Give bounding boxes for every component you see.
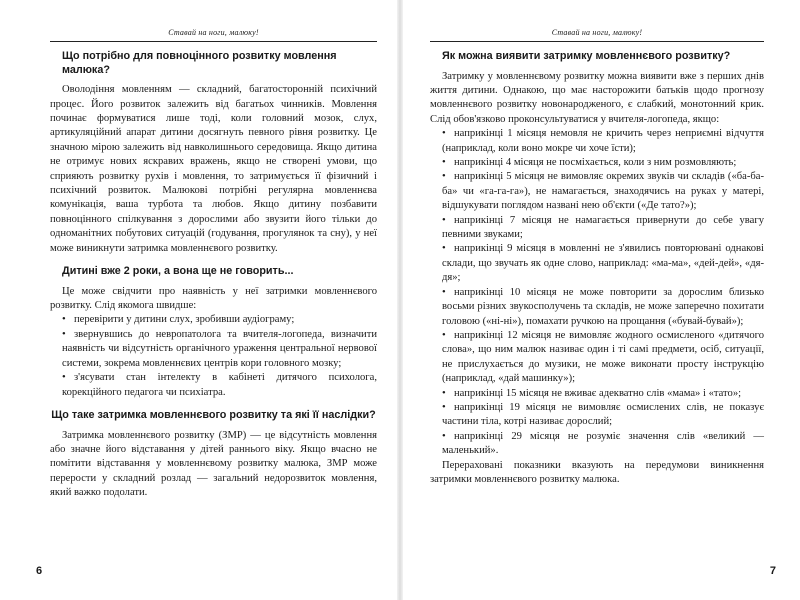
bullet-item-month-7 [430, 214, 764, 243]
left-page-body [50, 50, 377, 501]
section-heading-what-is-delay: Що таке затримка мовленнєвого розвитку та які її наслідки? [51, 408, 376, 421]
bullet-icon: • [442, 214, 446, 226]
bullet-icon: • [442, 128, 446, 140]
paragraph-may-indicate-delay: Це може свідчити про наявність у неї затримки мовленнєвого розвитку. Слід якомога швидше: [50, 285, 377, 312]
bullet-text: наприкінці 10 місяця не може повторити за дорослим близько восьми різних звукосполучень та складів, не може заперечно похитати головою («ні-ні»), помахати ручкою на прощання («бувай-бувай»); [442, 286, 764, 327]
bullet-text: наприкінці 7 місяця не намагається привернути до себе увагу певними звуками; [442, 214, 764, 241]
paragraph-delay-definition: Затримка мовленнєвого розвитку (ЗМР) — це відсутність мовлення або значне його відставання у дітей раннього віку. Якщо вчасно не помітити відставання у мовленнєвому розвитку малюка, ЗМР може перерости у складний розлад — загальний недорозвиток мовлення, який важко подолати. [50, 429, 377, 499]
bullet-text: наприкінці 29 місяця не розуміє значення слів «великий — маленький». [442, 430, 764, 457]
bullet-text: наприкінці 9 місяця в мовленні не з'явились повторювані однакові склади, що звучать як одне слово, наприклад: «ма-ма», «дей-дей», «дя-дя»; [442, 243, 764, 284]
bullet-item-month-15 [430, 387, 764, 401]
bullet-text: звернувшись до невропатолога та вчителя-логопеда, визначити наявність чи відсутність органічного ураження центральної нервової системи, зокрема мовленнєвих центрів кори головного мозку; [62, 328, 377, 369]
page-number-left: 6 [36, 565, 43, 577]
bullet-text: з'ясувати стан інтелекту в кабінеті дитячого психолога, корекційного педагога чи психіатра. [62, 372, 377, 398]
bullet-text: перевірити у дитини слух, зробивши аудіограму; [74, 314, 295, 326]
bullet-text: наприкінці 15 місяця не вживає адекватно слів «мама» і «тато»; [454, 387, 742, 399]
book-gutter [397, 0, 403, 600]
bullet-item-month-12 [430, 329, 764, 387]
bullet-text: наприкінці 1 місяця немовля не кричить через неприємні відчуття (наприклад, коли воно мокре чи хоче їсти); [442, 128, 764, 154]
bullet-text: наприкінці 5 місяця не вимовляє окремих звуків чи складів («ба-ба-ба» чи «га-га-га»), не намагається, знаходячись на руках у матері, відшукувати поглядом названі нею об'єкти («Де тато?»); [442, 171, 764, 212]
bullet-icon: • [442, 329, 446, 341]
right-page [430, 0, 776, 600]
bullet-item-month-4 [430, 156, 764, 170]
section-heading-two-years: Дитині вже 2 роки, а вона ще не говорить... [62, 265, 294, 278]
bullet-icon: • [62, 314, 66, 326]
section-heading-detect-delay: Як можна виявити затримку мовленнєвого розвитку? [442, 50, 731, 62]
bullet-icon: • [442, 171, 446, 183]
bullet-item-neurologist [50, 328, 377, 371]
bullet-item-hearing-check [50, 313, 377, 327]
right-page-body [430, 50, 764, 487]
bullet-item-month-5 [430, 170, 764, 213]
bullet-item-month-1 [430, 127, 764, 156]
head-rule-left [50, 41, 377, 42]
bullet-icon: • [62, 328, 66, 340]
bullet-icon: • [442, 387, 446, 399]
bullet-item-intellect [50, 371, 377, 400]
bullet-icon: • [442, 243, 446, 255]
bullet-text: наприкінці 4 місяця не посміхається, коли з ним розмовляють; [454, 157, 737, 169]
bullet-icon: • [442, 401, 446, 413]
paragraph-indicators-summary: Перераховані показники вказують на передумови виникнення затримки мовленнєвого розвитку малюка. [430, 459, 764, 485]
section-heading-full-development: Що потрібно для повноцінного розвитку мовлення малюка? [62, 50, 337, 76]
running-head-right: Ставай на ноги, малюку! [551, 28, 643, 37]
paragraph-speech-acquisition: Оволодіння мовленням — складний, багатосторонній психічний процес. Його розвиток залежить від багатьох чинників. Мовлення починає формуватися лише тоді, коли головний мозок, слух, артикуляційний апарат дитини досягнуть певного рівня розвитку. Це значною мірою залежить від навколишнього середовища. Якщо дитина не отримує нових яскравих вражень, якщо не створені умови, що сприяють розвитку рухів і мовлення, то затримується її фізичний і психічний розвиток. Малюкові потрібні регулярна мовленнєва комунікація, ваша турбота та любов. Якщо дитину позбавити повноцінного спілкування з дорослими або звузити його тільки до одноманітних побутових ситуацій (годування, прогулянок та сну), у неї може виникнути затримка мовленнєвого розвитку. [50, 84, 377, 254]
bullet-item-month-19 [430, 401, 764, 430]
bullet-text: наприкінці 12 місяця не вимовляє жодного осмисленого «дитячого слова», що ним малюк називає один і ті самі предмети, осіб, ситуації, не прислухається до музики, не може виконати просту інструкцію (наприклад, «дай машинку»); [442, 329, 764, 385]
bullet-item-month-9 [430, 242, 764, 285]
bullet-item-month-29 [430, 430, 764, 459]
bullet-icon: • [442, 430, 446, 442]
bullet-text: наприкінці 19 місяця не вимовляє осмислених слів, не показує частини тіла, котрі називає дорослий; [442, 401, 764, 428]
bullet-item-month-10 [430, 286, 764, 329]
left-page [36, 0, 377, 600]
running-head-left: Ставай на ноги, малюку! [168, 28, 259, 37]
bullet-icon: • [442, 157, 446, 169]
page-number-right: 7 [769, 565, 776, 577]
bullet-icon: • [62, 372, 66, 384]
head-rule-right [430, 41, 764, 42]
bullet-icon: • [442, 286, 446, 298]
paragraph-detect-early: Затримку у мовленнєвому розвитку можна виявити вже з перших днів життя дитини. Однакою, що має насторожити батьків щодо прогнозу мовленнєвого розвитку новонародженого, є слабкий, монотонний крик. Слід обов'язково проконсультуватися у вчителя-логопеда, якщо: [430, 70, 764, 125]
